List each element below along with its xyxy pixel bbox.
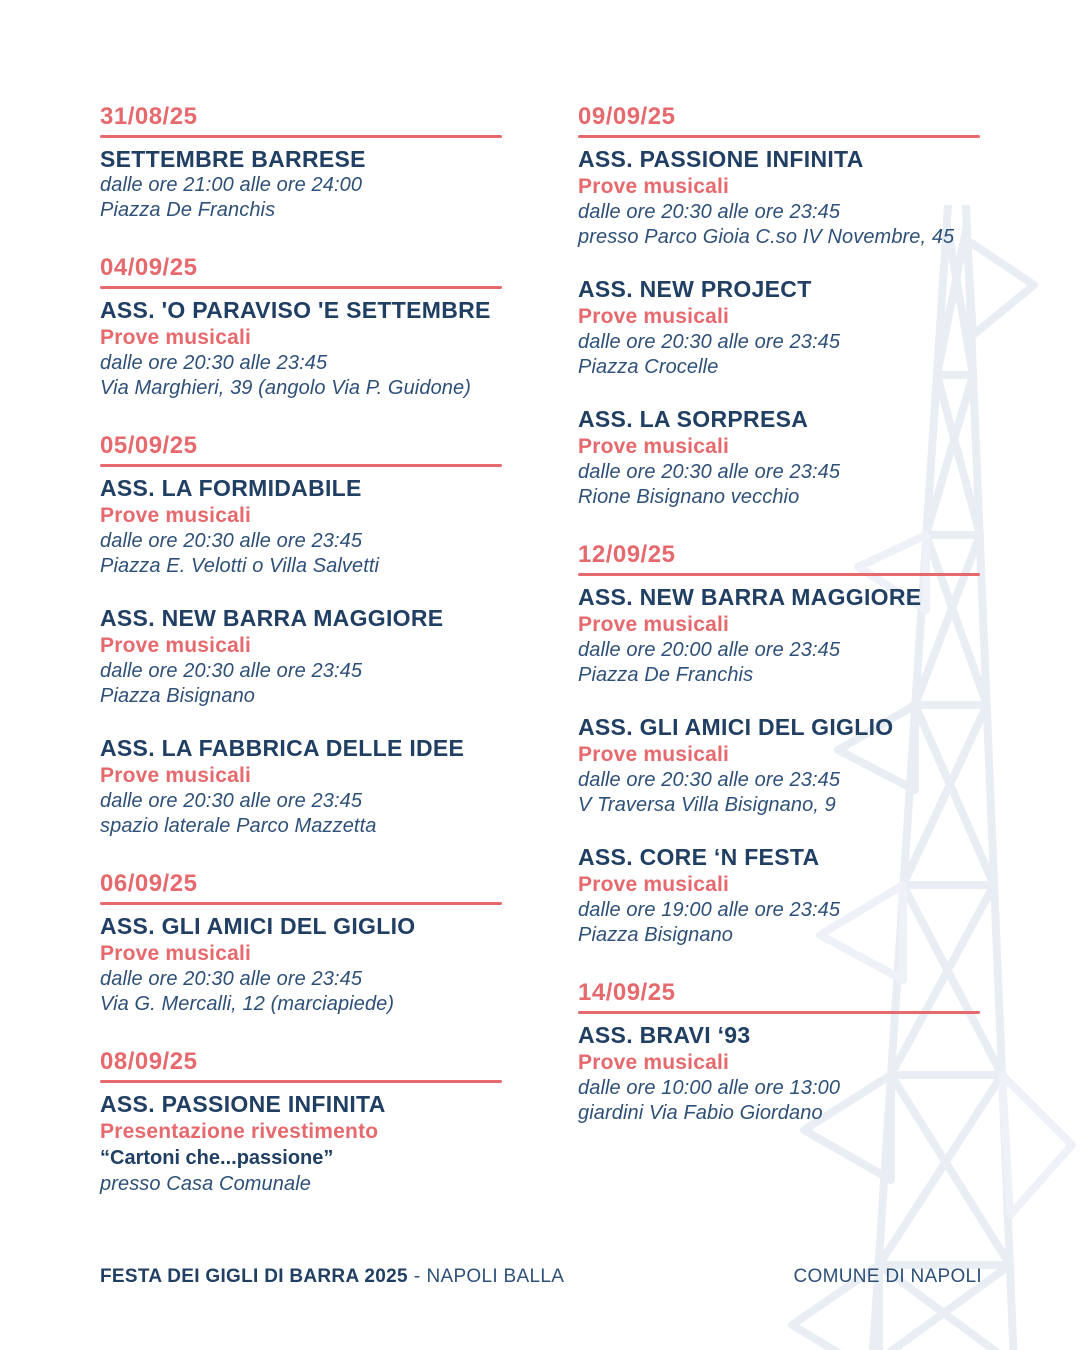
event-title: ASS. NEW BARRA MAGGIORE	[578, 584, 922, 610]
footer-tagline: NAPOLI BALLA	[426, 1266, 565, 1287]
date-section	[100, 871, 530, 1017]
events-column-2	[578, 104, 1008, 1158]
event-location: V Traversa Villa Bisignano, 9	[578, 794, 836, 816]
date-section	[100, 255, 530, 401]
event-location: Piazza E. Velotti o Villa Salvetti	[100, 555, 380, 577]
event-entry	[100, 605, 530, 709]
event-entry	[100, 146, 530, 223]
event-time: dalle ore 20:30 alle ore 23:45	[578, 201, 841, 223]
events-column-1	[100, 104, 530, 1229]
event-location: Piazza Bisignano	[100, 685, 256, 707]
date-underline	[100, 286, 502, 289]
date-underline	[100, 464, 502, 467]
date-label: 09/09/25	[578, 103, 676, 130]
footer-event-name	[100, 1266, 564, 1288]
date-header	[100, 255, 530, 289]
event-time: dalle ore 21:00 alle ore 24:00	[100, 174, 363, 196]
footer	[100, 1266, 982, 1288]
date-underline	[578, 135, 980, 138]
event-type-label: Prove musicali	[100, 504, 252, 527]
event-time: dalle ore 20:30 alle ore 23:45	[100, 968, 363, 990]
date-label: 06/09/25	[100, 870, 198, 897]
event-title: ASS. LA FORMIDABILE	[100, 475, 362, 501]
event-title: ASS. CORE ‘N FESTA	[578, 844, 820, 870]
date-underline	[100, 135, 502, 138]
date-section	[100, 1049, 530, 1197]
event-entry	[578, 584, 1008, 688]
date-underline	[100, 1080, 502, 1083]
event-title: SETTEMBRE BARRESE	[100, 146, 366, 172]
event-location: giardini Via Fabio Giordano	[578, 1102, 823, 1124]
event-type-label: Presentazione rivestimento	[100, 1120, 379, 1143]
event-title: ASS. LA SORPRESA	[578, 406, 809, 432]
event-entry	[100, 297, 530, 401]
event-title: ASS. BRAVI ‘93	[578, 1022, 751, 1048]
event-entry	[100, 1091, 530, 1197]
date-label: 14/09/25	[578, 979, 676, 1006]
event-location: Rione Bisignano vecchio	[578, 486, 800, 508]
event-time: dalle ore 10:00 alle ore 13:00	[578, 1077, 841, 1099]
event-type-label: Prove musicali	[100, 764, 252, 787]
event-time: dalle ore 20:30 alle ore 23:45	[100, 790, 363, 812]
date-underline	[100, 902, 502, 905]
event-quote-title: “Cartoni che...passione”	[100, 1147, 334, 1169]
event-entry	[578, 406, 1008, 510]
event-location: Piazza Crocelle	[578, 356, 719, 378]
event-time: dalle ore 20:30 alle 23:45	[100, 352, 328, 374]
date-underline	[578, 573, 980, 576]
event-entry	[578, 146, 1008, 250]
event-title: ASS. NEW BARRA MAGGIORE	[100, 605, 444, 631]
event-location: Via G. Mercalli, 12 (marciapiede)	[100, 993, 395, 1015]
event-time: dalle ore 20:00 alle ore 23:45	[578, 639, 841, 661]
date-header	[100, 104, 530, 138]
event-type-label: Prove musicali	[100, 326, 252, 349]
date-section	[100, 433, 530, 839]
event-time: dalle ore 19:00 alle ore 23:45	[578, 899, 841, 921]
event-location: spazio laterale Parco Mazzetta	[100, 815, 377, 837]
event-location: Via Marghieri, 39 (angolo Via P. Guidone)	[100, 377, 472, 399]
event-type-label: Prove musicali	[578, 613, 730, 636]
event-time: dalle ore 20:30 alle ore 23:45	[578, 331, 841, 353]
date-header	[578, 104, 1008, 138]
footer-organization: COMUNE DI NAPOLI	[793, 1266, 982, 1287]
date-header	[578, 542, 1008, 576]
event-location: Piazza De Franchis	[100, 199, 276, 221]
event-location: presso Casa Comunale	[100, 1173, 311, 1195]
footer-separator: -	[413, 1266, 421, 1287]
date-label: 04/09/25	[100, 254, 198, 281]
event-entry	[578, 844, 1008, 948]
event-type-label: Prove musicali	[100, 634, 252, 657]
event-location: presso Parco Gioia C.so IV Novembre, 45	[578, 226, 955, 248]
footer-title: FESTA DEI GIGLI DI BARRA 2025	[100, 1266, 408, 1287]
event-time: dalle ore 20:30 alle ore 23:45	[578, 461, 841, 483]
event-title: ASS. PASSIONE INFINITA	[578, 146, 864, 172]
event-entry	[100, 475, 530, 579]
event-time: dalle ore 20:30 alle ore 23:45	[578, 769, 841, 791]
date-label: 08/09/25	[100, 1048, 198, 1075]
event-title: ASS. LA FABBRICA DELLE IDEE	[100, 735, 465, 761]
date-header	[578, 980, 1008, 1014]
event-entry	[578, 714, 1008, 818]
event-location: Piazza De Franchis	[578, 664, 754, 686]
event-entry	[578, 1022, 1008, 1126]
event-entry	[100, 913, 530, 1017]
event-entry	[100, 735, 530, 839]
date-label: 05/09/25	[100, 432, 198, 459]
date-header	[100, 871, 530, 905]
event-type-label: Prove musicali	[578, 175, 730, 198]
event-type-label: Prove musicali	[578, 1051, 730, 1074]
event-time: dalle ore 20:30 alle ore 23:45	[100, 660, 363, 682]
event-title: ASS. 'O PARAVISO 'E SETTEMBRE	[100, 297, 491, 323]
date-label: 31/08/25	[100, 103, 198, 130]
event-type-label: Prove musicali	[578, 873, 730, 896]
event-title: ASS. GLI AMICI DEL GIGLIO	[100, 913, 416, 939]
date-header	[100, 433, 530, 467]
event-title: ASS. NEW PROJECT	[578, 276, 812, 302]
event-time: dalle ore 20:30 alle ore 23:45	[100, 530, 363, 552]
event-type-label: Prove musicali	[578, 305, 730, 328]
date-section	[100, 104, 530, 223]
event-location: Piazza Bisignano	[578, 924, 734, 946]
date-section	[578, 104, 1008, 510]
event-title: ASS. GLI AMICI DEL GIGLIO	[578, 714, 894, 740]
event-type-label: Prove musicali	[100, 942, 252, 965]
date-section	[578, 980, 1008, 1126]
date-underline	[578, 1011, 980, 1014]
date-label: 12/09/25	[578, 541, 676, 568]
event-entry	[578, 276, 1008, 380]
event-type-label: Prove musicali	[578, 435, 730, 458]
event-title: ASS. PASSIONE INFINITA	[100, 1091, 386, 1117]
date-section	[578, 542, 1008, 948]
date-header	[100, 1049, 530, 1083]
event-type-label: Prove musicali	[578, 743, 730, 766]
